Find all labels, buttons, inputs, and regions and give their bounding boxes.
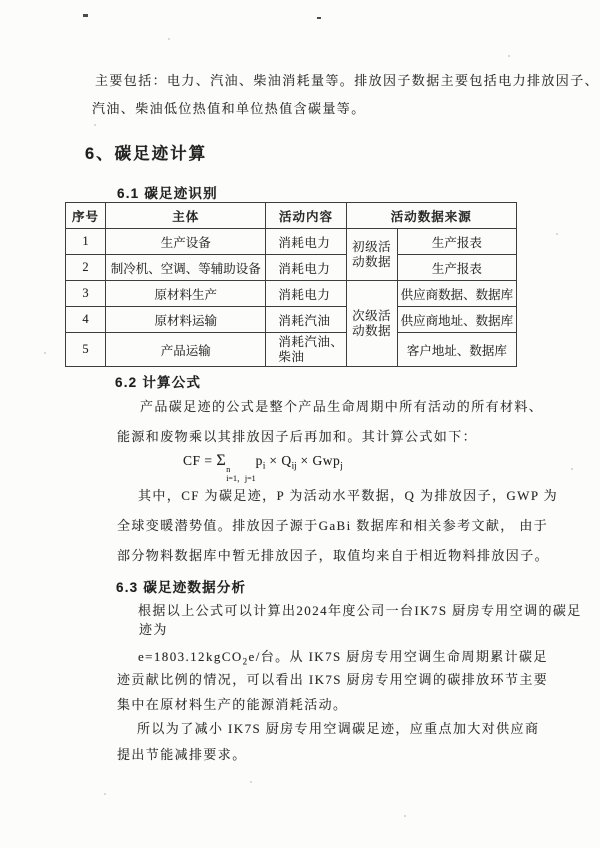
section-6-1-heading: 6.1 碳足迹识别 bbox=[117, 186, 218, 201]
section-6-3-heading: 6.3 碳足迹数据分析 bbox=[116, 580, 247, 595]
s63-evalue-line bbox=[138, 648, 548, 671]
cell-subject: 原材料运输 bbox=[106, 307, 266, 333]
formula-lhs: CF = bbox=[183, 453, 217, 468]
table-row bbox=[66, 333, 517, 367]
table-row bbox=[66, 229, 517, 255]
intro-line-2: 汽油、柴油低位热值和单位热值含碳量等。 bbox=[92, 101, 366, 116]
formula-q: Q bbox=[281, 453, 292, 468]
table-row bbox=[66, 255, 517, 281]
cell-activity: 消耗电力 bbox=[266, 281, 346, 307]
scan-speck bbox=[104, 793, 106, 795]
formula-gwp-sub: j bbox=[340, 460, 343, 471]
sigma-symbol: Σ bbox=[216, 452, 227, 469]
s62-paragraph2-line2: 全球变暖潜势值。排放因子源于GaBi 数据库和相关参考文献， 由于 bbox=[117, 518, 549, 533]
header-no: 序号 bbox=[66, 203, 106, 229]
cell-source: 生产报表 bbox=[397, 229, 516, 255]
scan-speck bbox=[556, 233, 558, 235]
scan-speck bbox=[44, 352, 46, 354]
s62-paragraph1-line1: 产品碳足迹的公式是整个产品生命周期中所有活动的所有材料、 bbox=[140, 399, 544, 414]
s62-paragraph2-line3: 部分物料数据库中暂无排放因子，取值均来自于相近物料排放因子。 bbox=[117, 548, 550, 563]
cell-no: 1 bbox=[66, 229, 106, 255]
section-6-heading: 6、碳足迹计算 bbox=[85, 145, 208, 163]
sigma-subscript: i=1，j=1 bbox=[226, 473, 256, 483]
scan-speck bbox=[317, 17, 321, 19]
s63-paragraph2-line3: 集中在原材料生产的能源消耗活动。 bbox=[117, 697, 348, 712]
cell-subject: 制冷机、空调、等辅助设备 bbox=[106, 255, 266, 281]
cell-activity: 消耗汽油、柴油 bbox=[266, 333, 346, 367]
s63-paragraph1-line1: 根据以上公式可以计算出2024年度公司一台IK7S 厨房专用空调的碳足 bbox=[138, 603, 582, 618]
cell-subject: 产品运输 bbox=[106, 333, 266, 367]
scan-speck bbox=[571, 468, 573, 470]
table-row bbox=[66, 307, 517, 333]
footprint-identification-table bbox=[65, 202, 517, 367]
s63-paragraph2-line2: 迹贡献比例的情况，可以看出 IK7S 厨房专用空调的碳排放环节主要 bbox=[117, 672, 549, 687]
cell-source: 客户地址、数据库 bbox=[397, 333, 516, 367]
header-subject: 主体 bbox=[106, 203, 266, 229]
scan-speck bbox=[404, 815, 406, 817]
s62-paragraph2-line1: 其中，CF 为碳足迹，P 为活动水平数据，Q 为排放因子，GWP 为 bbox=[138, 488, 559, 503]
cell-activity: 消耗电力 bbox=[266, 255, 346, 281]
sigma-superscript: n bbox=[226, 465, 231, 474]
cell-group-primary: 初级活动数据 bbox=[346, 229, 397, 281]
scan-speck bbox=[168, 38, 170, 40]
formula-gwp: Gwp bbox=[312, 453, 341, 468]
scan-speck bbox=[508, 55, 510, 57]
cell-source: 供应商数据、数据库 bbox=[397, 281, 516, 307]
formula-times2: × bbox=[296, 453, 313, 468]
formula-times1: × bbox=[265, 453, 282, 468]
cell-activity: 消耗汽油 bbox=[266, 307, 346, 333]
formula-p: p bbox=[255, 453, 263, 468]
table-header-row bbox=[66, 203, 517, 229]
evalue-subscript: 2 bbox=[242, 656, 249, 667]
cell-no: 4 bbox=[66, 307, 106, 333]
cell-no: 5 bbox=[66, 333, 106, 367]
header-activity: 活动内容 bbox=[266, 203, 346, 229]
s62-paragraph1-line2: 能源和废物乘以其排放因子后再加和。其计算公式如下： bbox=[117, 429, 478, 444]
s63-paragraph3-line2: 提出节能减排要求。 bbox=[117, 747, 247, 762]
formula-q-sub: ij bbox=[291, 460, 297, 471]
cell-source: 供应商地址、数据库 bbox=[397, 307, 516, 333]
cell-subject: 生产设备 bbox=[106, 229, 266, 255]
cell-activity: 消耗电力 bbox=[266, 229, 346, 255]
scan-speck bbox=[94, 124, 96, 126]
cell-source: 生产报表 bbox=[397, 255, 516, 281]
cell-group-secondary: 次级活动数据 bbox=[346, 281, 397, 367]
carbon-footprint-formula bbox=[183, 452, 343, 483]
s63-paragraph1-line2: 迹为 bbox=[139, 622, 168, 637]
cell-subject: 原材料生产 bbox=[106, 281, 266, 307]
scan-speck bbox=[83, 14, 88, 17]
header-source: 活动数据来源 bbox=[346, 203, 516, 229]
table-row bbox=[66, 281, 517, 307]
cell-no: 3 bbox=[66, 281, 106, 307]
intro-line-1: 主要包括：电力、汽油、柴油消耗量等。排放因子数据主要包括电力排放因子、 bbox=[95, 73, 600, 88]
cell-no: 2 bbox=[66, 255, 106, 281]
section-6-2-heading: 6.2 计算公式 bbox=[115, 375, 202, 390]
evalue-pre: e=1803.12kgCO bbox=[138, 649, 243, 664]
s63-paragraph3-line1: 所以为了减小 IK7S 厨房专用空调碳足迹，应重点加大对供应商 bbox=[137, 721, 540, 736]
scan-speck bbox=[250, 781, 252, 783]
evalue-post: e/台。从 IK7S 厨房专用空调生命周期累计碳足 bbox=[248, 649, 548, 664]
formula-p-sub: i bbox=[262, 460, 266, 471]
